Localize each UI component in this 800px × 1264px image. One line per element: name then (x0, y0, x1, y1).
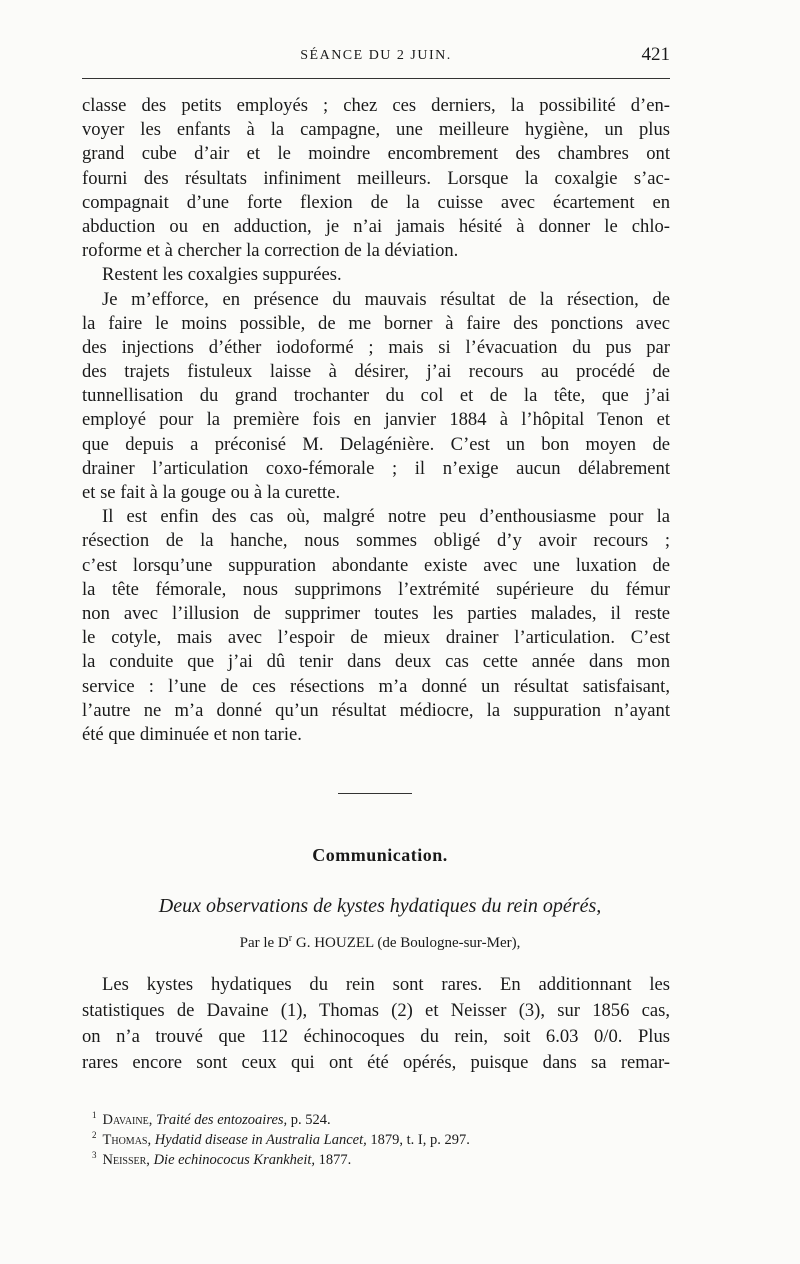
header-rule (82, 78, 670, 79)
footnote (92, 1125, 672, 1148)
text-line: Il est enfin des cas où, malgré notre peu d’enthousiasme pour la (102, 506, 670, 528)
text-line: et se fait à la gouge ou à la curette. (82, 482, 341, 503)
text-line: grand cube d’air et le moindre encombrement des chambres ont (82, 143, 670, 165)
text-line: statistiques de Davaine (1), Thomas (2) et Neisser (3), sur 1856 cas, (82, 1000, 670, 1021)
text-line: Les kystes hydatiques du rein sont rares. En additionnant les (102, 974, 670, 995)
section-heading: Communication. (312, 845, 448, 865)
text-line: compagnait d’une forte flexion de la cuisse avec écartement en (82, 191, 670, 213)
footnote-ref: 1877. (318, 1151, 352, 1168)
section-separator (338, 793, 412, 794)
body-text (82, 94, 670, 747)
author-prefix: Par le D (239, 935, 289, 951)
article-title: Deux observations de kystes hydatiques du rein opérés, (158, 895, 602, 917)
author-title-sup: r (288, 933, 293, 944)
footnote-title: Hydatid disease in Australia Lancet, (154, 1131, 367, 1148)
text-line: des trajets fistuleux laisse à désirer, j’ai recours au procédé de (82, 361, 670, 383)
text-line: la tête fémorale, nous supprimons l’extrémité supérieure du fémur (82, 578, 670, 600)
text-line: l’autre ne m’a donné qu’un résultat médiocre, la suppuration n’ayant (82, 699, 670, 721)
article-author (0, 933, 760, 952)
footnote-mark: 2 (92, 1130, 97, 1140)
text-line: c’est lorsqu’une suppuration abondante existe avec une luxation de (82, 554, 670, 576)
text-line: Restent les coxalgies suppurées. (102, 264, 342, 286)
text-line: abduction ou en adduction, je n’ai jamais hésité à donner le chlo- (82, 215, 670, 237)
text-line: roforme et à chercher la correction de la déviation. (82, 240, 459, 262)
text-line: été que diminuée et non tarie. (82, 723, 302, 745)
text-line: classe des petits employés ; chez ces derniers, la possibilité d’en- (82, 95, 670, 116)
text-line: fourni des résultats infiniment meilleurs. Lorsque la coxalgie s’ac- (82, 167, 670, 189)
footnote-ref: p. 524. (290, 1111, 331, 1128)
text-line: la faire le moins possible, de me borner à faire des ponctions avec (82, 312, 670, 334)
text-line: résection de la hanche, nous sommes obligé d’y avoir recours ; (82, 530, 670, 552)
footnote (92, 1145, 672, 1168)
text-line: tunnellisation du grand trochanter du col et de la tête, que j’ai (82, 385, 670, 407)
author-name: G. HOUZEL (de Boulogne-sur-Mer), (295, 935, 521, 951)
footnotes (92, 1105, 672, 1168)
running-title: SÉANCE DU 2 JUIN. (300, 48, 452, 63)
text-line: non avec l’illusion de supprimer toutes les parties malades, il reste (82, 602, 670, 624)
footnote-mark: 3 (92, 1150, 97, 1160)
footnote-ref: 1879, t. I, p. 297. (370, 1131, 470, 1148)
text-line: Je m’efforce, en présence du mauvais résultat de la résection, de (102, 288, 670, 310)
text-line: la conduite que j’ai dû tenir dans deux cas cette année dans mon (82, 651, 670, 673)
text-line: voyer les enfants à la campagne, une meilleure hygiène, un plus (82, 119, 670, 141)
text-line: service : l’une de ces résections m’a donné un résultat satisfaisant, (82, 675, 670, 697)
text-line: que depuis a préconisé M. Delagénière. C’est un bon moyen de (82, 433, 670, 455)
page-number: 421 (641, 44, 670, 65)
text-line: employé pour la première fois en janvier 1884 à l’hôpital Tenon et (82, 409, 670, 431)
text-line: drainer l’articulation coxo-fémorale ; il n’exige aucun délabrement (82, 457, 670, 479)
footnote-author: Thomas, (102, 1131, 152, 1148)
running-header (82, 44, 670, 70)
text-line: rares encore sont ceux qui ont été opérés, puisque dans sa remar- (82, 1052, 670, 1073)
footnote (92, 1105, 672, 1128)
footnote-author: Neisser, (102, 1151, 150, 1168)
text-line: le cotyle, mais avec l’espoir de mieux drainer l’articulation. C’est (82, 627, 670, 649)
text-line: des injections d’éther iodoformé ; mais si l’évacuation du pus par (82, 336, 670, 358)
footnote-title: Die echinococus Krankheit, (153, 1151, 316, 1168)
article-text (82, 972, 670, 1076)
footnote-title: Traité des entozoaires, (155, 1111, 288, 1128)
footnote-mark: 1 (92, 1110, 97, 1120)
text-line: on n’a trouvé que 112 échinocoques du rein, soit 6.03 0/0. Plus (82, 1026, 670, 1047)
footnote-author: Davaine, (102, 1111, 153, 1128)
